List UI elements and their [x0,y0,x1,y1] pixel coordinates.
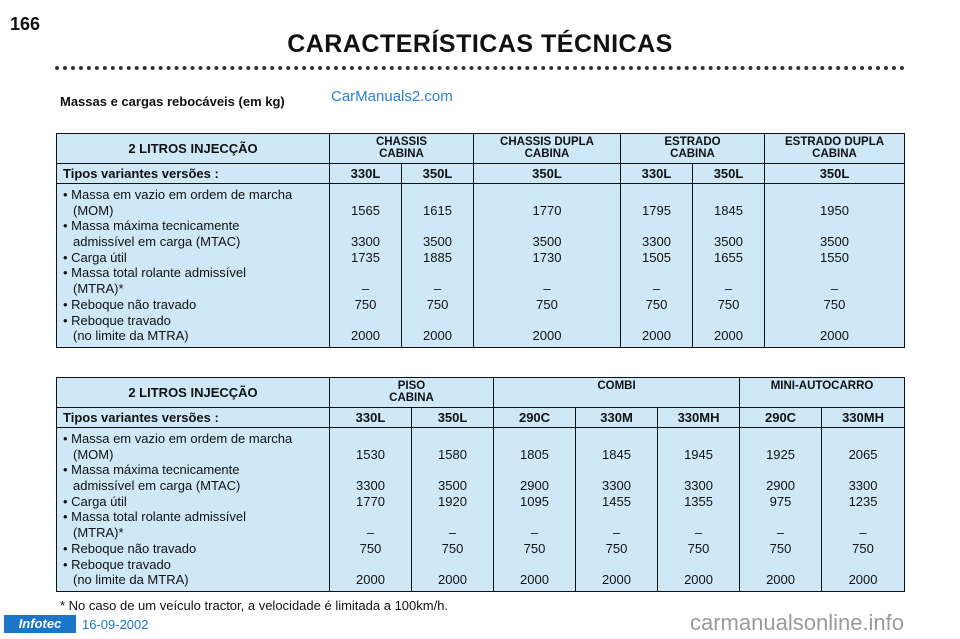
watermark-bottom: carmanualsonline.info [690,610,905,635]
value-column: 1925 2900 975 – 750 2000 [740,428,822,592]
value-column: 1615 3500 1885 – 750 2000 [402,184,474,348]
engine-header: 2 LITROS INJECÇÃO [57,378,330,408]
group-header: CHASSIS DUPLA CABINA [474,134,621,164]
group-header: ESTRADO DUPLA CABINA [765,134,905,164]
footer-date: 16-09-2002 [82,617,149,632]
value-column: 1770 3500 1730 – 750 2000 [474,184,621,348]
spec-table-1 [56,133,905,348]
infotec-logo: Infotec [4,615,76,633]
row-labels: • Massa em vazio em ordem de marcha (MOM) • Massa máxima tecnicamente admissível em carga (MTAC) • Carga útil • Massa total rolante admissível (MTRA)* • Reboque não travado • Reboque travado (no limite da MTRA) [57,184,330,348]
page-number: 166 [10,14,41,34]
value-column: 1530 3300 1770 – 750 2000 [330,428,412,592]
variant-cell: 290C [494,408,576,428]
value-column: 1805 2900 1095 – 750 2000 [494,428,576,592]
variant-cell: 350L [402,164,474,184]
value-column: 2065 3300 1235 – 750 2000 [822,428,905,592]
variant-cell: 330L [330,408,412,428]
dotted-divider [55,66,905,70]
variant-cell: 330MH [658,408,740,428]
variant-cell: 330M [576,408,658,428]
watermark-top: CarManuals2.com [331,88,453,105]
section-heading: Massas e cargas rebocáveis (em kg) [60,94,285,109]
value-column: 1795 3300 1505 – 750 2000 [621,184,693,348]
value-column: 1845 3300 1455 – 750 2000 [576,428,658,592]
group-header: ESTRADO CABINA [621,134,765,164]
variants-label: Tipos variantes versões : [57,408,330,428]
value-column: 1845 3500 1655 – 750 2000 [693,184,765,348]
spec-table-2 [56,377,905,592]
variant-cell: 350L [474,164,621,184]
group-header: PISO CABINA [330,378,494,408]
page-title: CARACTERÍSTICAS TÉCNICAS [287,30,673,58]
group-header: CHASSIS CABINA [330,134,474,164]
value-column: 1565 3300 1735 – 750 2000 [330,184,402,348]
variant-cell: 290C [740,408,822,428]
engine-header: 2 LITROS INJECÇÃO [57,134,330,164]
footnote: * No caso de um veículo tractor, a velocidade é limitada a 100km/h. [60,598,449,613]
value-column: 1945 3300 1355 – 750 2000 [658,428,740,592]
group-header: MINI-AUTOCARRO [740,378,905,408]
variant-cell: 330L [330,164,402,184]
variant-cell: 350L [693,164,765,184]
variants-label: Tipos variantes versões : [57,164,330,184]
value-column: 1950 3500 1550 – 750 2000 [765,184,905,348]
variant-cell: 350L [412,408,494,428]
variant-cell: 330L [621,164,693,184]
variant-cell: 330MH [822,408,905,428]
row-labels: • Massa em vazio em ordem de marcha (MOM) • Massa máxima tecnicamente admissível em carga (MTAC) • Carga útil • Massa total rolante admissível (MTRA)* • Reboque não travado • Reboque travado (no limite da MTRA) [57,428,330,592]
value-column: 1580 3500 1920 – 750 2000 [412,428,494,592]
group-header: COMBI [494,378,740,408]
variant-cell: 350L [765,164,905,184]
